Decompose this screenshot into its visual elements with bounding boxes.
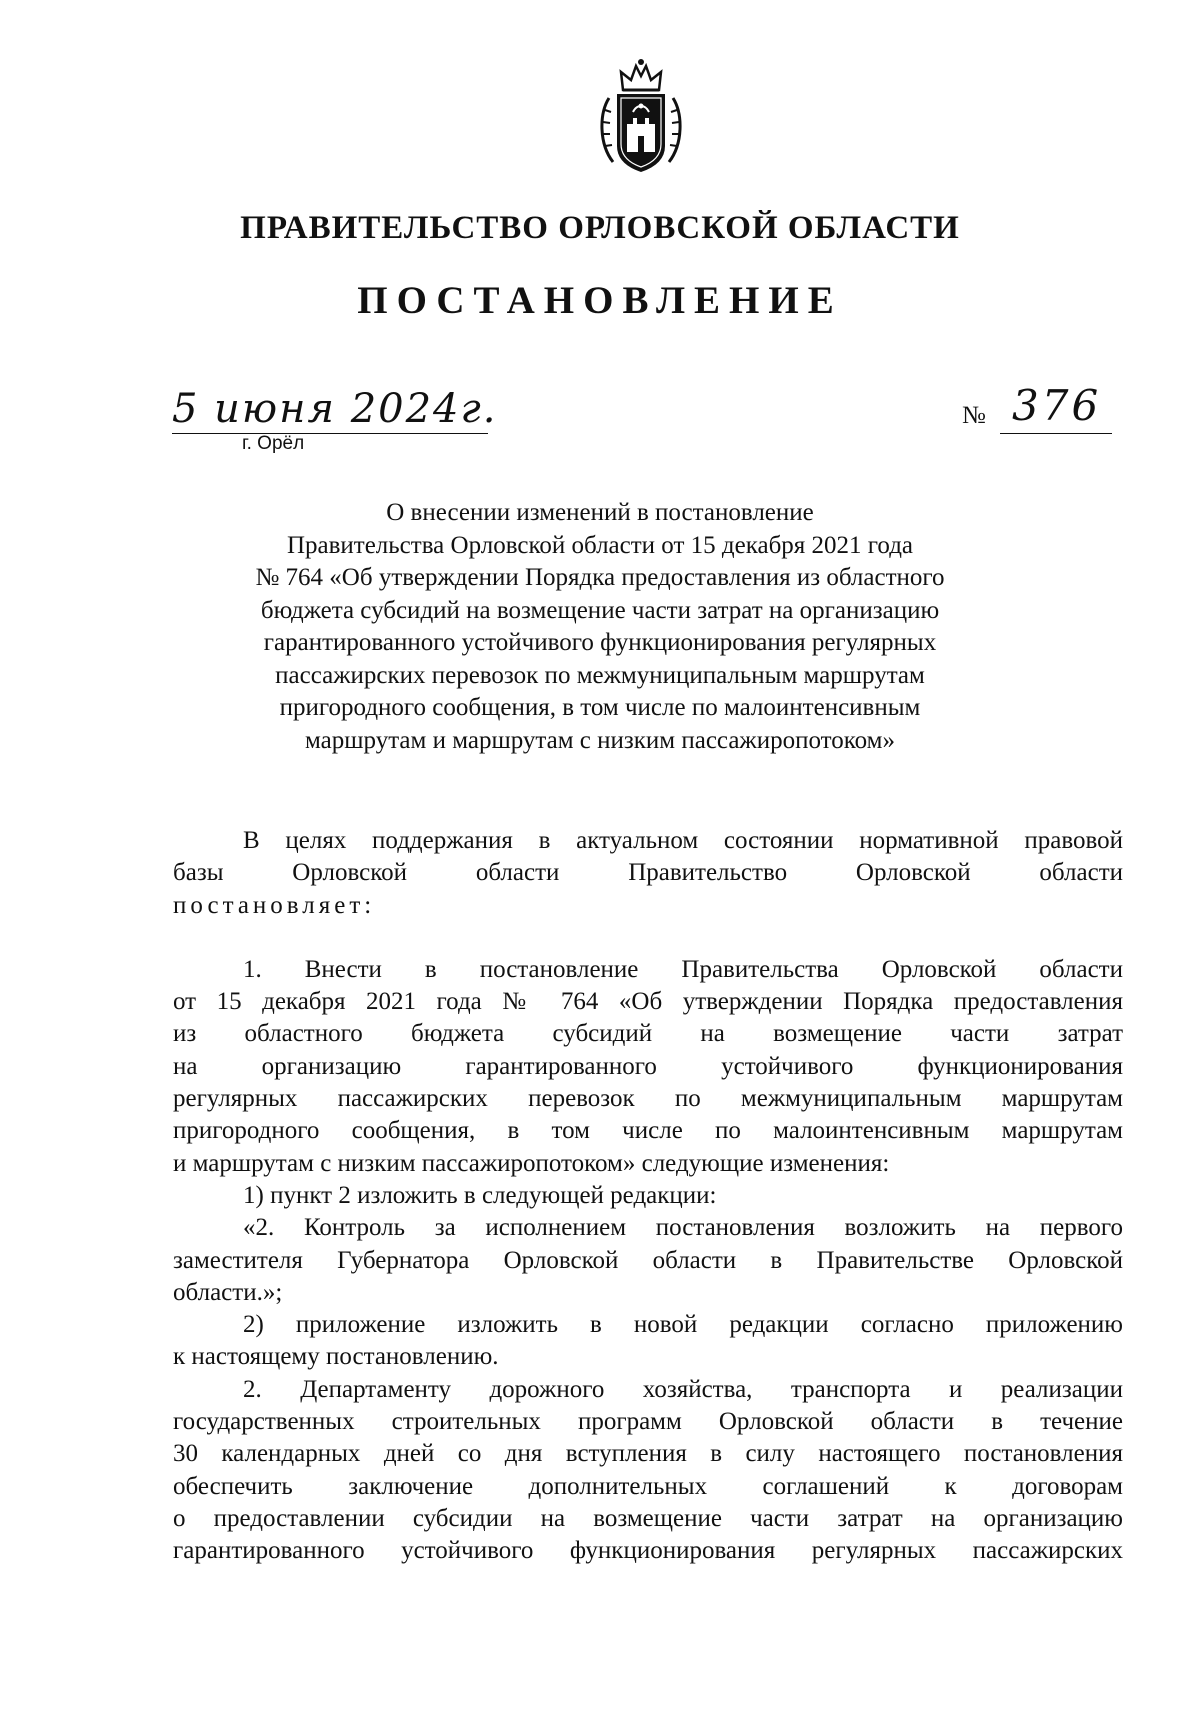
document-type-title: ПОСТАНОВЛЕНИЕ <box>357 279 843 322</box>
text-line: гарантированного устойчивого функционирования регулярных пассажирских <box>173 1537 1123 1565</box>
subject-line: Правительства Орловской области от 15 декабря 2021 года <box>286 531 914 559</box>
coat-of-arms-emblem <box>593 54 689 178</box>
text-line: государственных строительных программ Орловской области в течение <box>173 1408 1123 1436</box>
subject-line: гарантированного устойчивого функционирования регулярных <box>263 629 937 656</box>
subject-line: бюджета субсидий на возмещение части затрат на организацию <box>260 596 940 624</box>
text-line: обеспечить заключение дополнительных соглашений к договорам <box>173 1472 1123 1500</box>
subject-line: маршрутам и маршрутам с низким пассажиропотоком» <box>305 726 895 754</box>
number-sign: № <box>962 402 986 429</box>
text-line: на организацию гарантированного устойчивого функционирования <box>173 1052 1123 1080</box>
city-label: г. Орёл <box>242 433 305 454</box>
subject-line: № 764 «Об утверждении Порядка предоставления из областного <box>255 564 945 591</box>
text-line: области.»; <box>173 1278 283 1306</box>
subject-line: пригородного сообщения, в том числе по малоинтенсивным <box>279 694 921 721</box>
text-line: «2. Контроль за исполнением постановления возложить на первого <box>243 1214 1123 1242</box>
item-2-paragraph <box>173 1374 1123 1568</box>
document-body <box>173 825 1123 1568</box>
number-underline <box>1000 433 1112 434</box>
text-line: 2. Департаменту дорожного хозяйства, транспорта и реализации <box>243 1375 1123 1403</box>
text-line: 2) приложение изложить в новой редакции согласно приложению <box>243 1311 1123 1339</box>
text-line: постановляет: <box>173 891 376 919</box>
item-1-paragraph <box>173 954 1123 1180</box>
preamble-paragraph <box>173 825 1123 922</box>
date-underline <box>172 433 488 434</box>
subject-line: О внесении изменений в постановление <box>386 499 814 526</box>
subject-line: пассажирских перевозок по межмуниципальным маршрутам <box>275 661 925 689</box>
document-subject <box>200 497 1000 757</box>
government-title: ПРАВИТЕЛЬСТВО ОРЛОВСКОЙ ОБЛАСТИ <box>240 210 960 246</box>
text-line: 30 календарных дней со дня вступления в силу настоящего постановления <box>173 1440 1123 1468</box>
text-line: от 15 декабря 2021 года № 764 «Об утверждении Порядка предоставления <box>173 988 1123 1016</box>
text-line: заместителя Губернатора Орловской области в Правительстве Орловской <box>173 1246 1123 1274</box>
text-line: пригородного сообщения, в том числе по малоинтенсивным маршрутам <box>173 1117 1123 1145</box>
text-line: к настоящему постановлению. <box>173 1343 499 1371</box>
handwritten-date: 5 июня 2024г. <box>172 386 498 432</box>
handwritten-number: 376 <box>1012 381 1102 430</box>
quoted-amendment <box>173 1212 1123 1309</box>
text-line: из областного бюджета субсидий на возмещение части затрат <box>173 1020 1123 1048</box>
text-line: В целях поддержания в актуальном состоянии нормативной правовой <box>243 827 1123 854</box>
subitem-1-line: 1) пункт 2 изложить в следующей редакции: <box>243 1181 717 1209</box>
subitem-2-paragraph <box>173 1309 1123 1374</box>
text-line: и маршрутам с низким пассажиропотоком» следующие изменения: <box>173 1149 890 1177</box>
text-line: 1. Внести в постановление Правительства Орловской области <box>243 955 1123 983</box>
text-line: базы Орловской области Правительство Орловской области <box>173 859 1123 887</box>
text-line: регулярных пассажирских перевозок по межмуниципальным маршрутам <box>173 1085 1123 1113</box>
text-line: о предоставлении субсидии на возмещение части затрат на организацию <box>173 1504 1123 1532</box>
